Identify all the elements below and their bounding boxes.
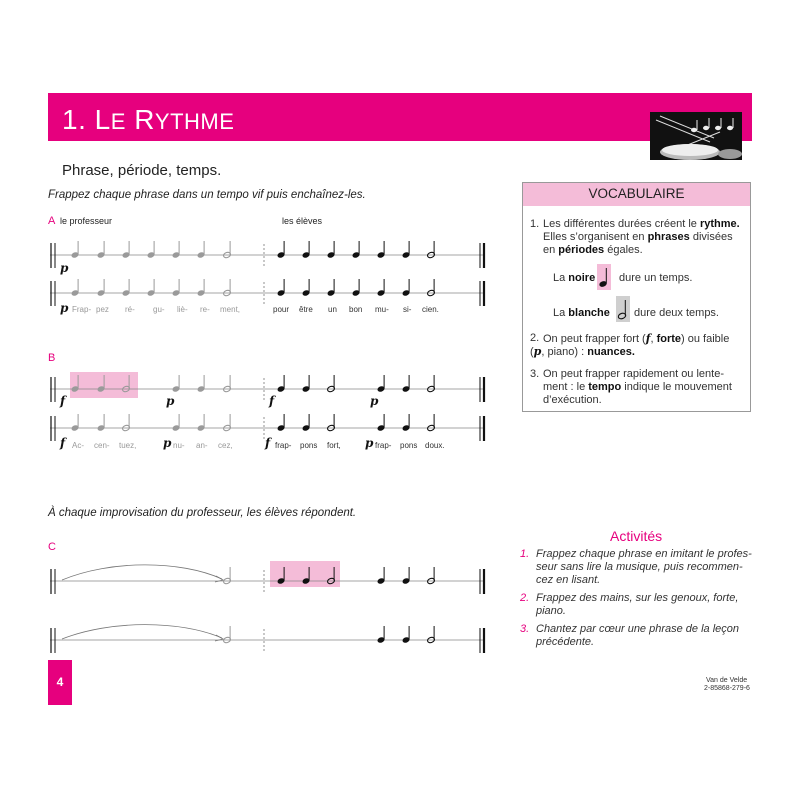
- activities-title: Activités: [610, 528, 663, 544]
- staff-c2: [50, 625, 484, 653]
- vocab-item2-line1: On peut frapper fort (f, forte) ou faible: [543, 332, 730, 345]
- dynamic-forte-b4: f: [265, 436, 271, 450]
- section-subtitle: Phrase, période, temps.: [62, 162, 222, 179]
- lyric-a10: un: [328, 305, 337, 314]
- lyric-a1: Frap-: [72, 305, 92, 314]
- publisher-name: Van de Velde: [706, 677, 748, 684]
- vocab-noire-label: La noire: [553, 272, 596, 284]
- lyric-a5: liè-: [177, 305, 188, 314]
- activity-2-line1: Frappez des mains, sur les genoux, forte,: [536, 592, 739, 604]
- vocab-item2-num: 2.: [530, 332, 540, 344]
- activity-3-line1: Chantez par cœur une phrase de la leçon: [536, 623, 740, 635]
- page-title: 1. LE RYTHME: [62, 104, 235, 135]
- section-a-label: A: [48, 215, 56, 227]
- lyric-a9: être: [299, 305, 313, 314]
- lyric-b8: pons: [300, 441, 318, 450]
- lyric-a6: re-: [200, 305, 210, 314]
- lyric-b1: Ac-: [72, 441, 84, 450]
- students-label: les élèves: [282, 216, 323, 226]
- vocab-item3-num: 3.: [530, 368, 540, 380]
- lyric-a14: cien.: [422, 305, 439, 314]
- vocab-item3-line2: ment : le tempo indique le mouvement: [543, 381, 732, 393]
- half-note-icon: [616, 296, 630, 322]
- activity-3-line2: précédente.: [536, 636, 595, 648]
- teacher-label: le professeur: [60, 216, 113, 226]
- section-c-label: C: [48, 541, 56, 553]
- vocab-item1-line1: Les différentes durées créent le rythme.: [543, 218, 740, 230]
- lyric-a12: mu-: [375, 305, 389, 314]
- drum-illustration: [650, 112, 742, 160]
- lyric-a7: ment,: [220, 305, 241, 314]
- dynamic-piano-b1: p: [166, 394, 175, 408]
- vocab-item3-line1: On peut frapper rapidement ou lente-: [543, 368, 725, 380]
- lyric-b11: pons: [400, 441, 418, 450]
- lyric-a2: pez: [96, 305, 109, 314]
- lyric-a13: si-: [403, 305, 412, 314]
- vocabulary-title: VOCABULAIRE: [588, 186, 685, 201]
- vocab-noire-desc: dure un temps.: [619, 272, 693, 284]
- vocab-item3-line3: d’exécution.: [543, 394, 602, 406]
- lyric-a4: gu-: [153, 305, 165, 314]
- isbn: 2-85868-279-6: [704, 685, 750, 692]
- lyric-b12: doux.: [425, 441, 445, 450]
- page-number: 4: [56, 675, 64, 689]
- instruction-2: À chaque improvisation du professeur, les élèves répondent.: [48, 507, 357, 519]
- staff-a1: [50, 241, 484, 268]
- dynamic-forte-b1: f: [60, 394, 66, 408]
- dynamic-piano-a1: p: [60, 261, 69, 275]
- section-b-label: B: [48, 352, 56, 364]
- activity-2-line2: piano.: [536, 605, 566, 617]
- vocab-blanche-label: La blanche: [553, 307, 610, 319]
- staff-c1: [50, 565, 484, 594]
- activity-1-num: 1.: [520, 548, 530, 560]
- instruction-1: Frappez chaque phrase dans un tempo vif puis enchaînez-les.: [48, 189, 366, 201]
- dynamic-piano-b4: p: [365, 436, 374, 450]
- dynamic-forte-b2: f: [269, 394, 275, 408]
- activity-1-line3: cez en lisant.: [536, 574, 601, 586]
- lyric-a8: pour: [273, 305, 290, 314]
- dynamic-piano-b3: p: [163, 436, 172, 450]
- lyric-a3: ré-: [125, 305, 135, 314]
- vocab-item1-line3: en périodes égales.: [543, 244, 643, 256]
- vocab-blanche-desc: dure deux temps.: [634, 307, 719, 319]
- vocab-item1-num: 1.: [530, 218, 540, 230]
- lyric-a11: bon: [349, 305, 363, 314]
- activity-1-line1: Frappez chaque phrase en imitant le profes-: [536, 548, 752, 560]
- dynamic-forte-b3: f: [60, 436, 66, 450]
- lyric-b6: cez,: [218, 441, 233, 450]
- lyric-b7: frap-: [275, 441, 292, 450]
- activity-2-num: 2.: [520, 592, 530, 604]
- dynamic-piano-b2: p: [370, 394, 379, 408]
- activity-3-num: 3.: [520, 623, 530, 635]
- activity-1-line2: seur sans lire la musique, puis recommen-: [536, 561, 743, 573]
- quarter-note-icon: [597, 264, 611, 290]
- staff-a2: [50, 279, 484, 306]
- lyric-b3: tuez,: [119, 441, 137, 450]
- vocab-item1-line2: Elles s’organisent en phrases divisées: [543, 231, 733, 243]
- lyric-b9: fort,: [327, 441, 341, 450]
- lyric-b4: nu-: [173, 441, 185, 450]
- lyric-b10: frap-: [375, 441, 392, 450]
- lyric-b5: an-: [196, 441, 208, 450]
- lyric-b2: cen-: [94, 441, 110, 450]
- dynamic-piano-a2: p: [60, 301, 69, 315]
- vocab-item2-line2: (p, piano) : nuances.: [530, 345, 635, 358]
